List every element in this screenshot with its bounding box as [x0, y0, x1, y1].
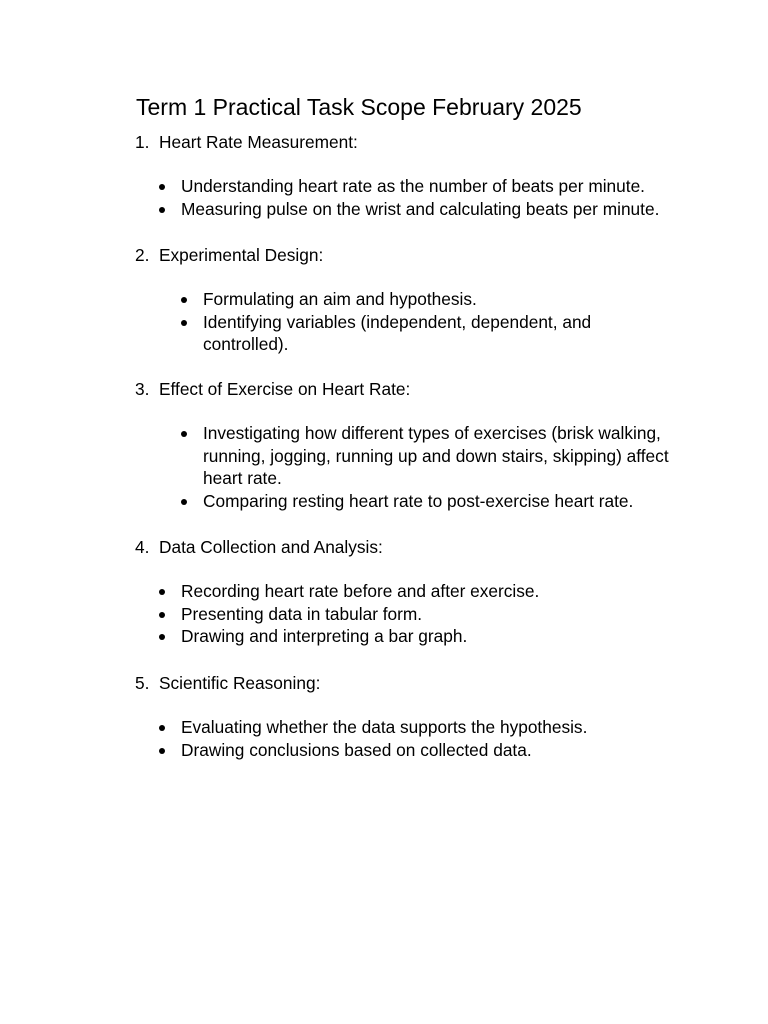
document-title: Term 1 Practical Task Scope February 2025 [136, 94, 582, 120]
list-item [135, 311, 715, 356]
section-number: 5. [135, 673, 150, 693]
bullet-icon [159, 207, 165, 213]
list-item-text: Drawing conclusions based on collected data. [181, 739, 532, 760]
bullet-list [135, 716, 715, 761]
bullet-icon [159, 725, 165, 731]
list-item [135, 603, 715, 626]
bullet-icon [181, 431, 187, 437]
list-item-text: Understanding heart rate as the number of beats per minute. [181, 176, 645, 196]
list-item-text: Measuring pulse on the wrist and calculating beats per minute. [181, 198, 660, 219]
list-item-text: Presenting data in tabular form. [181, 603, 423, 624]
bullet-icon [159, 589, 165, 595]
section-heading [135, 672, 715, 695]
list-item-text: Investigating how different types of exercises (brisk walking, running, jogging, running up and down stairs, skipping) affect heart rate. [203, 423, 669, 489]
list-item-text: Evaluating whether the data supports the hypothesis. [181, 717, 588, 737]
list-item [135, 739, 715, 762]
section-heading [135, 536, 715, 559]
list-item [135, 198, 715, 221]
section-title: Effect of Exercise on Heart Rate: [159, 379, 411, 399]
list-item-text: Identifying variables (independent, dependent, and controlled). [203, 311, 592, 355]
section-number: 2. [135, 245, 150, 265]
section-title: Data Collection and Analysis: [159, 537, 383, 557]
section-effect-of-exercise [135, 378, 715, 513]
section-experimental-design [135, 244, 715, 356]
list-item [135, 288, 715, 311]
section-number: 3. [135, 379, 150, 399]
section-title: Scientific Reasoning: [159, 673, 321, 693]
list-item-text: Formulating an aim and hypothesis. [203, 289, 477, 309]
bullet-icon [159, 184, 165, 190]
section-heart-rate-measurement [135, 131, 715, 220]
bullet-list [135, 422, 715, 513]
section-data-collection [135, 536, 715, 648]
bullet-icon [181, 320, 187, 326]
bullet-list [135, 288, 715, 356]
bullet-icon [159, 612, 165, 618]
section-scientific-reasoning [135, 672, 715, 761]
section-heading [135, 131, 715, 154]
bullet-icon [159, 748, 165, 754]
list-item-text: Drawing and interpreting a bar graph. [181, 626, 468, 647]
list-item [135, 422, 715, 490]
section-number: 1. [135, 132, 150, 152]
section-title: Experimental Design: [159, 245, 324, 265]
section-heading [135, 244, 715, 267]
bullet-list [135, 580, 715, 648]
list-item [135, 490, 715, 513]
section-title: Heart Rate Measurement: [159, 132, 358, 152]
list-item-text: Recording heart rate before and after exercise. [181, 581, 540, 601]
bullet-icon [181, 499, 187, 505]
list-item [135, 625, 715, 648]
section-number: 4. [135, 537, 150, 557]
list-item [135, 716, 715, 739]
bullet-list [135, 175, 715, 220]
bullet-icon [159, 634, 165, 640]
bullet-icon [181, 297, 187, 303]
list-item-text: Comparing resting heart rate to post-exercise heart rate. [203, 491, 634, 512]
list-item [135, 580, 715, 603]
list-item [135, 175, 715, 198]
section-heading [135, 378, 715, 401]
